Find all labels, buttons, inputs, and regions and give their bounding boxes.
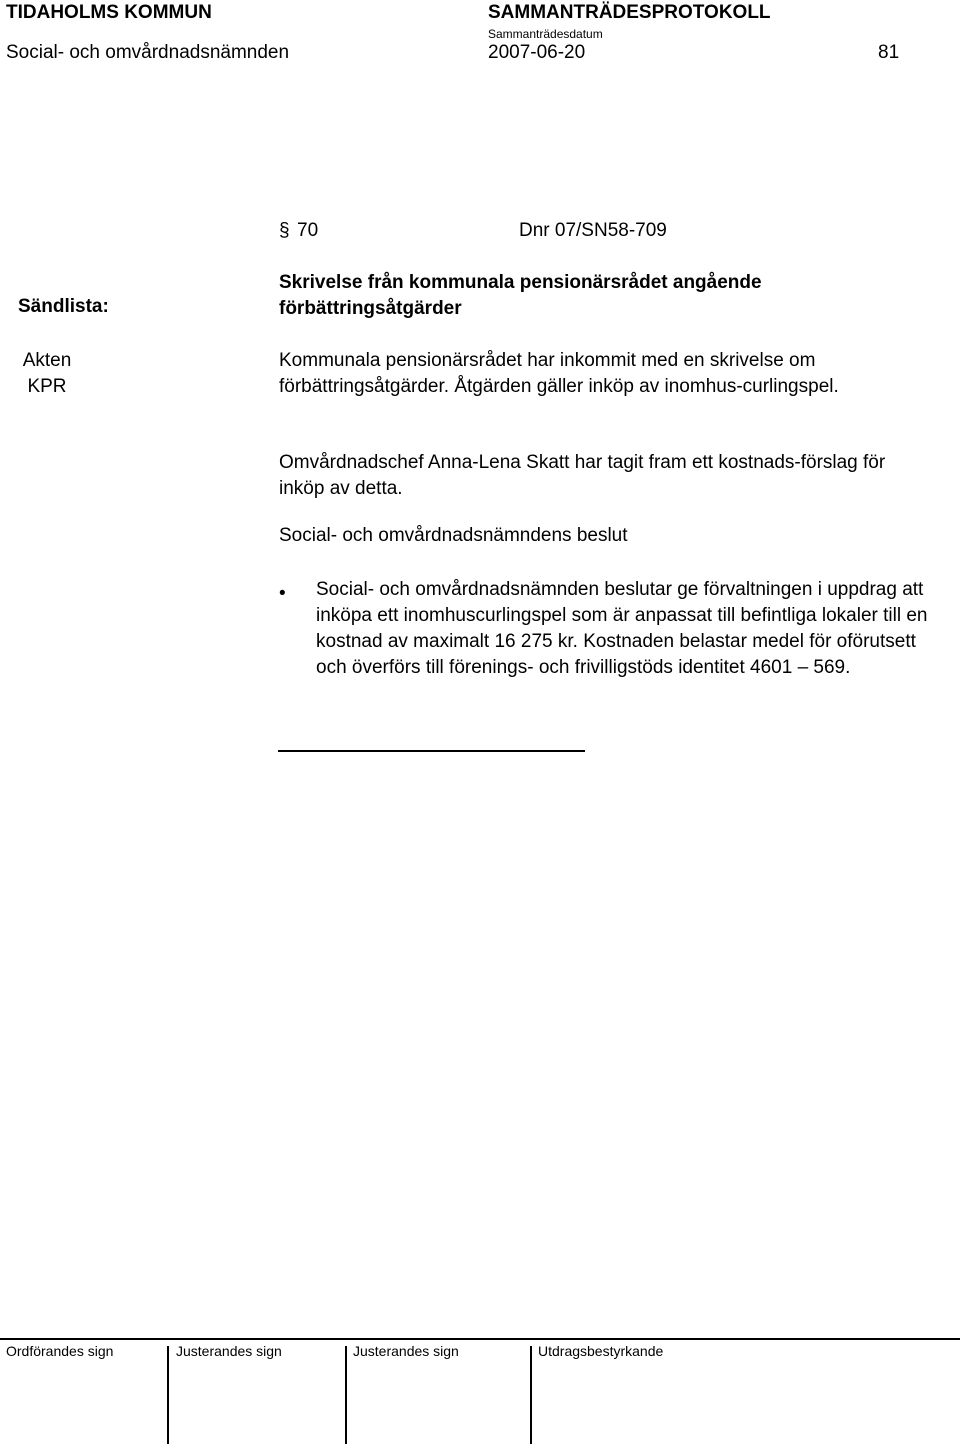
paragraph-number <box>279 220 318 242</box>
body-paragraph-2: Omvårdnadschef Anna-Lena Skatt har tagit fram ett kostnads-förslag för inköp av detta. <box>279 452 886 499</box>
decision-heading: Social- och omvårdnadsnämndens beslut <box>279 525 628 546</box>
date-caption: Sammanträdesdatum <box>488 27 603 41</box>
meeting-date: 2007-06-20 <box>488 42 586 63</box>
distribution-list <box>18 348 76 400</box>
distribution-item: Akten <box>22 350 72 371</box>
body-paragraph-1: Kommunala pensionärsrådet har inkommit med en skrivelse om förbättringsåtgärder. Åtgärden gäller inköp av inomhus-curlingspel. <box>279 350 839 397</box>
distribution-heading: Sändlista: <box>18 296 109 317</box>
signature-label-adjuster-2: Justerandes sign <box>353 1343 459 1359</box>
diary-number: Dnr 07/SN58-709 <box>519 220 667 241</box>
signature-divider <box>530 1346 532 1444</box>
signature-label-certification: Utdragsbestyrkande <box>538 1343 664 1359</box>
bullet-icon: • <box>279 583 286 604</box>
committee-name: Social- och omvårdnadsnämnden <box>6 42 290 63</box>
distribution-item: KPR <box>27 376 67 397</box>
signature-label-chair: Ordförandes sign <box>6 1343 114 1359</box>
section-sign: § <box>279 220 290 241</box>
document-type: SAMMANTRÄDESPROTOKOLL <box>488 2 771 23</box>
paragraph-title: Skrivelse från kommunala pensionärsrådet angående förbättringsåtgärder <box>279 272 762 319</box>
footer-rule <box>0 1338 960 1340</box>
page-number: 81 <box>878 42 900 63</box>
signature-divider <box>345 1346 347 1444</box>
signature-label-adjuster-1: Justerandes sign <box>176 1343 282 1359</box>
paragraph-number-value: 70 <box>297 220 319 241</box>
signature-divider <box>167 1346 169 1444</box>
end-of-section-rule <box>278 750 585 752</box>
decision-text: Social- och omvårdnadsnämnden beslutar ge förvaltningen i uppdrag att inköpa ett inomhuscurlingspel som är anpassat till befintliga lokaler till en kostnad av maximalt 16 275 kr. Kostnaden belastar medel för oförutsett och överförs till förenings- och frivilligstöds identitet 4601 – 569. <box>316 579 928 678</box>
organization-name: TIDAHOLMS KOMMUN <box>6 2 212 23</box>
